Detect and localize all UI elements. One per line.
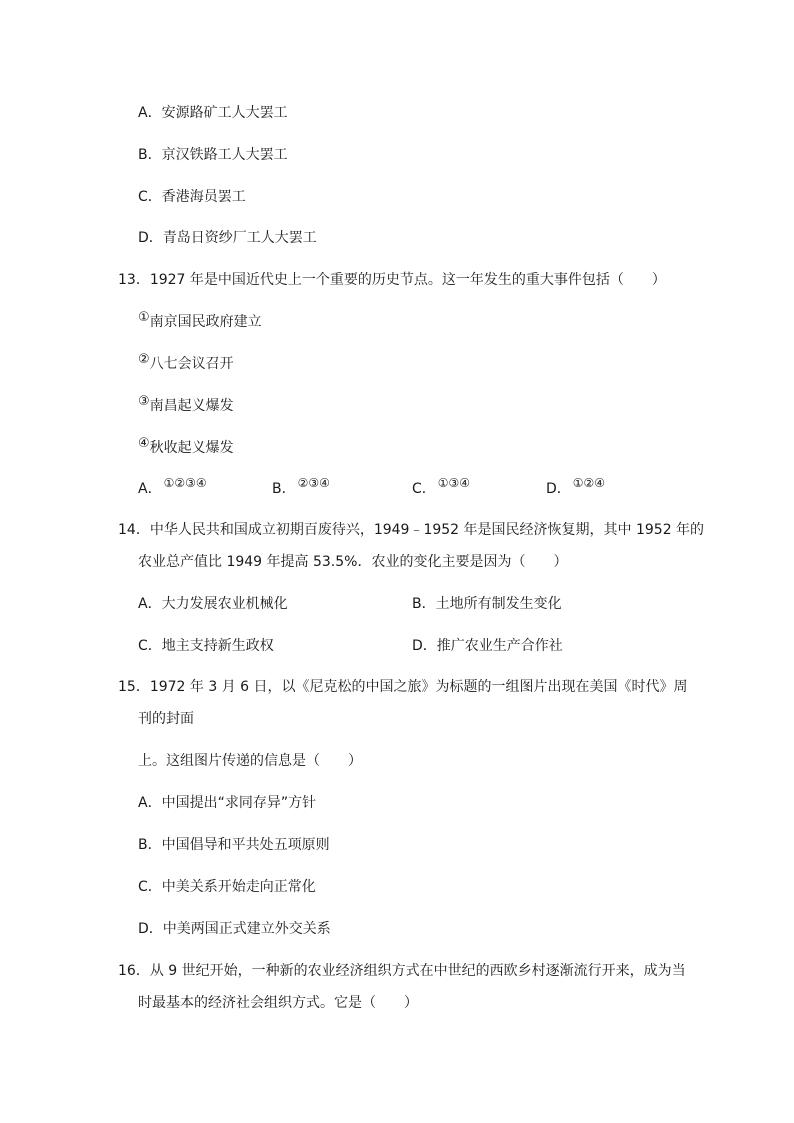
- q13-stem: 13．1927 年是中国近代史上一个重要的历史节点。这一年发生的重大事件包括（ ）: [118, 272, 666, 288]
- q13-item-3: [138, 394, 234, 416]
- q13-option-a: [138, 476, 207, 498]
- q13-item-2-mark: ②: [138, 352, 150, 367]
- q14-option-a: A．大力发展农业机械化: [138, 596, 288, 612]
- q15-stem-line-1: 15．1972 年 3 月 6 日，以《尼克松的中国之旅》为标题的一组图片出现在美国《时代》周: [118, 679, 688, 695]
- q12-option-b: B．京汉铁路工人大罢工: [138, 147, 288, 163]
- q16-stem-line-1: 16．从 9 世纪开始，一种新的农业经济组织方式在中世纪的西欧乡村逐渐流行开来，成为当: [118, 963, 686, 979]
- q13-option-d-letter: D．: [546, 481, 571, 497]
- q14-option-c: C．地主支持新生政权: [138, 638, 274, 654]
- q13-item-4-mark: ④: [138, 436, 150, 451]
- q15-stem-line-2: 刊的封面: [138, 711, 194, 727]
- q13-option-a-letter: A．: [138, 481, 162, 497]
- q13-option-b-letter: B．: [272, 481, 296, 497]
- q13-option-d-value: ①②④: [572, 476, 606, 490]
- q15-option-b: B．中国倡导和平共处五项原则: [138, 837, 330, 853]
- q13-item-1-text: 南京国民政府建立: [149, 314, 262, 330]
- q15-option-d: D．中美两国正式建立外交关系: [138, 921, 331, 937]
- q14-stem-line-2: 农业总产值比 1949 年提高 53.5%．农业的变化主要是因为（ ）: [138, 554, 568, 570]
- q15-option-a: A．中国提出“求同存异”方针: [138, 795, 317, 811]
- q15-stem-line-3: 上。这组图片传递的信息是（ ）: [138, 753, 362, 769]
- q13-item-4: [138, 436, 234, 458]
- q13-item-2-text: 八七会议召开: [149, 356, 234, 372]
- q12-option-c: C．香港海员罢工: [138, 189, 246, 205]
- q13-option-b: [272, 476, 330, 498]
- q13-item-4-text: 秋收起义爆发: [149, 440, 234, 456]
- q13-item-1: [138, 310, 262, 332]
- q13-option-b-value: ②③④: [297, 476, 330, 490]
- q13-item-1-mark: ①: [138, 310, 150, 325]
- q12-option-a: A．安源路矿工人大罢工: [138, 105, 288, 121]
- q12-option-d: D．青岛日资纱厂工人大罢工: [138, 230, 317, 246]
- q13-item-3-text: 南昌起义爆发: [149, 398, 234, 414]
- q13-item-3-mark: ③: [138, 394, 150, 409]
- q13-option-c-letter: C．: [412, 481, 436, 497]
- q13-item-2: [138, 352, 234, 374]
- q13-option-c-value: ①③④: [437, 476, 471, 490]
- q16-stem-line-2: 时最基本的经济社会组织方式。它是（ ）: [138, 995, 418, 1011]
- q14-option-b: B．土地所有制发生变化: [412, 596, 562, 612]
- q13-option-a-value: ①②③④: [163, 476, 207, 490]
- q15-option-c: C．中美关系开始走向正常化: [138, 879, 316, 895]
- q13-option-c: [412, 476, 471, 498]
- q14-stem-line-1: 14．中华人民共和国成立初期百废待兴，1949﹣1952 年是国民经济恢复期，其中 1952 年的: [118, 522, 705, 538]
- q14-option-d: D．推广农业生产合作社: [412, 638, 563, 654]
- q13-option-d: [546, 476, 606, 498]
